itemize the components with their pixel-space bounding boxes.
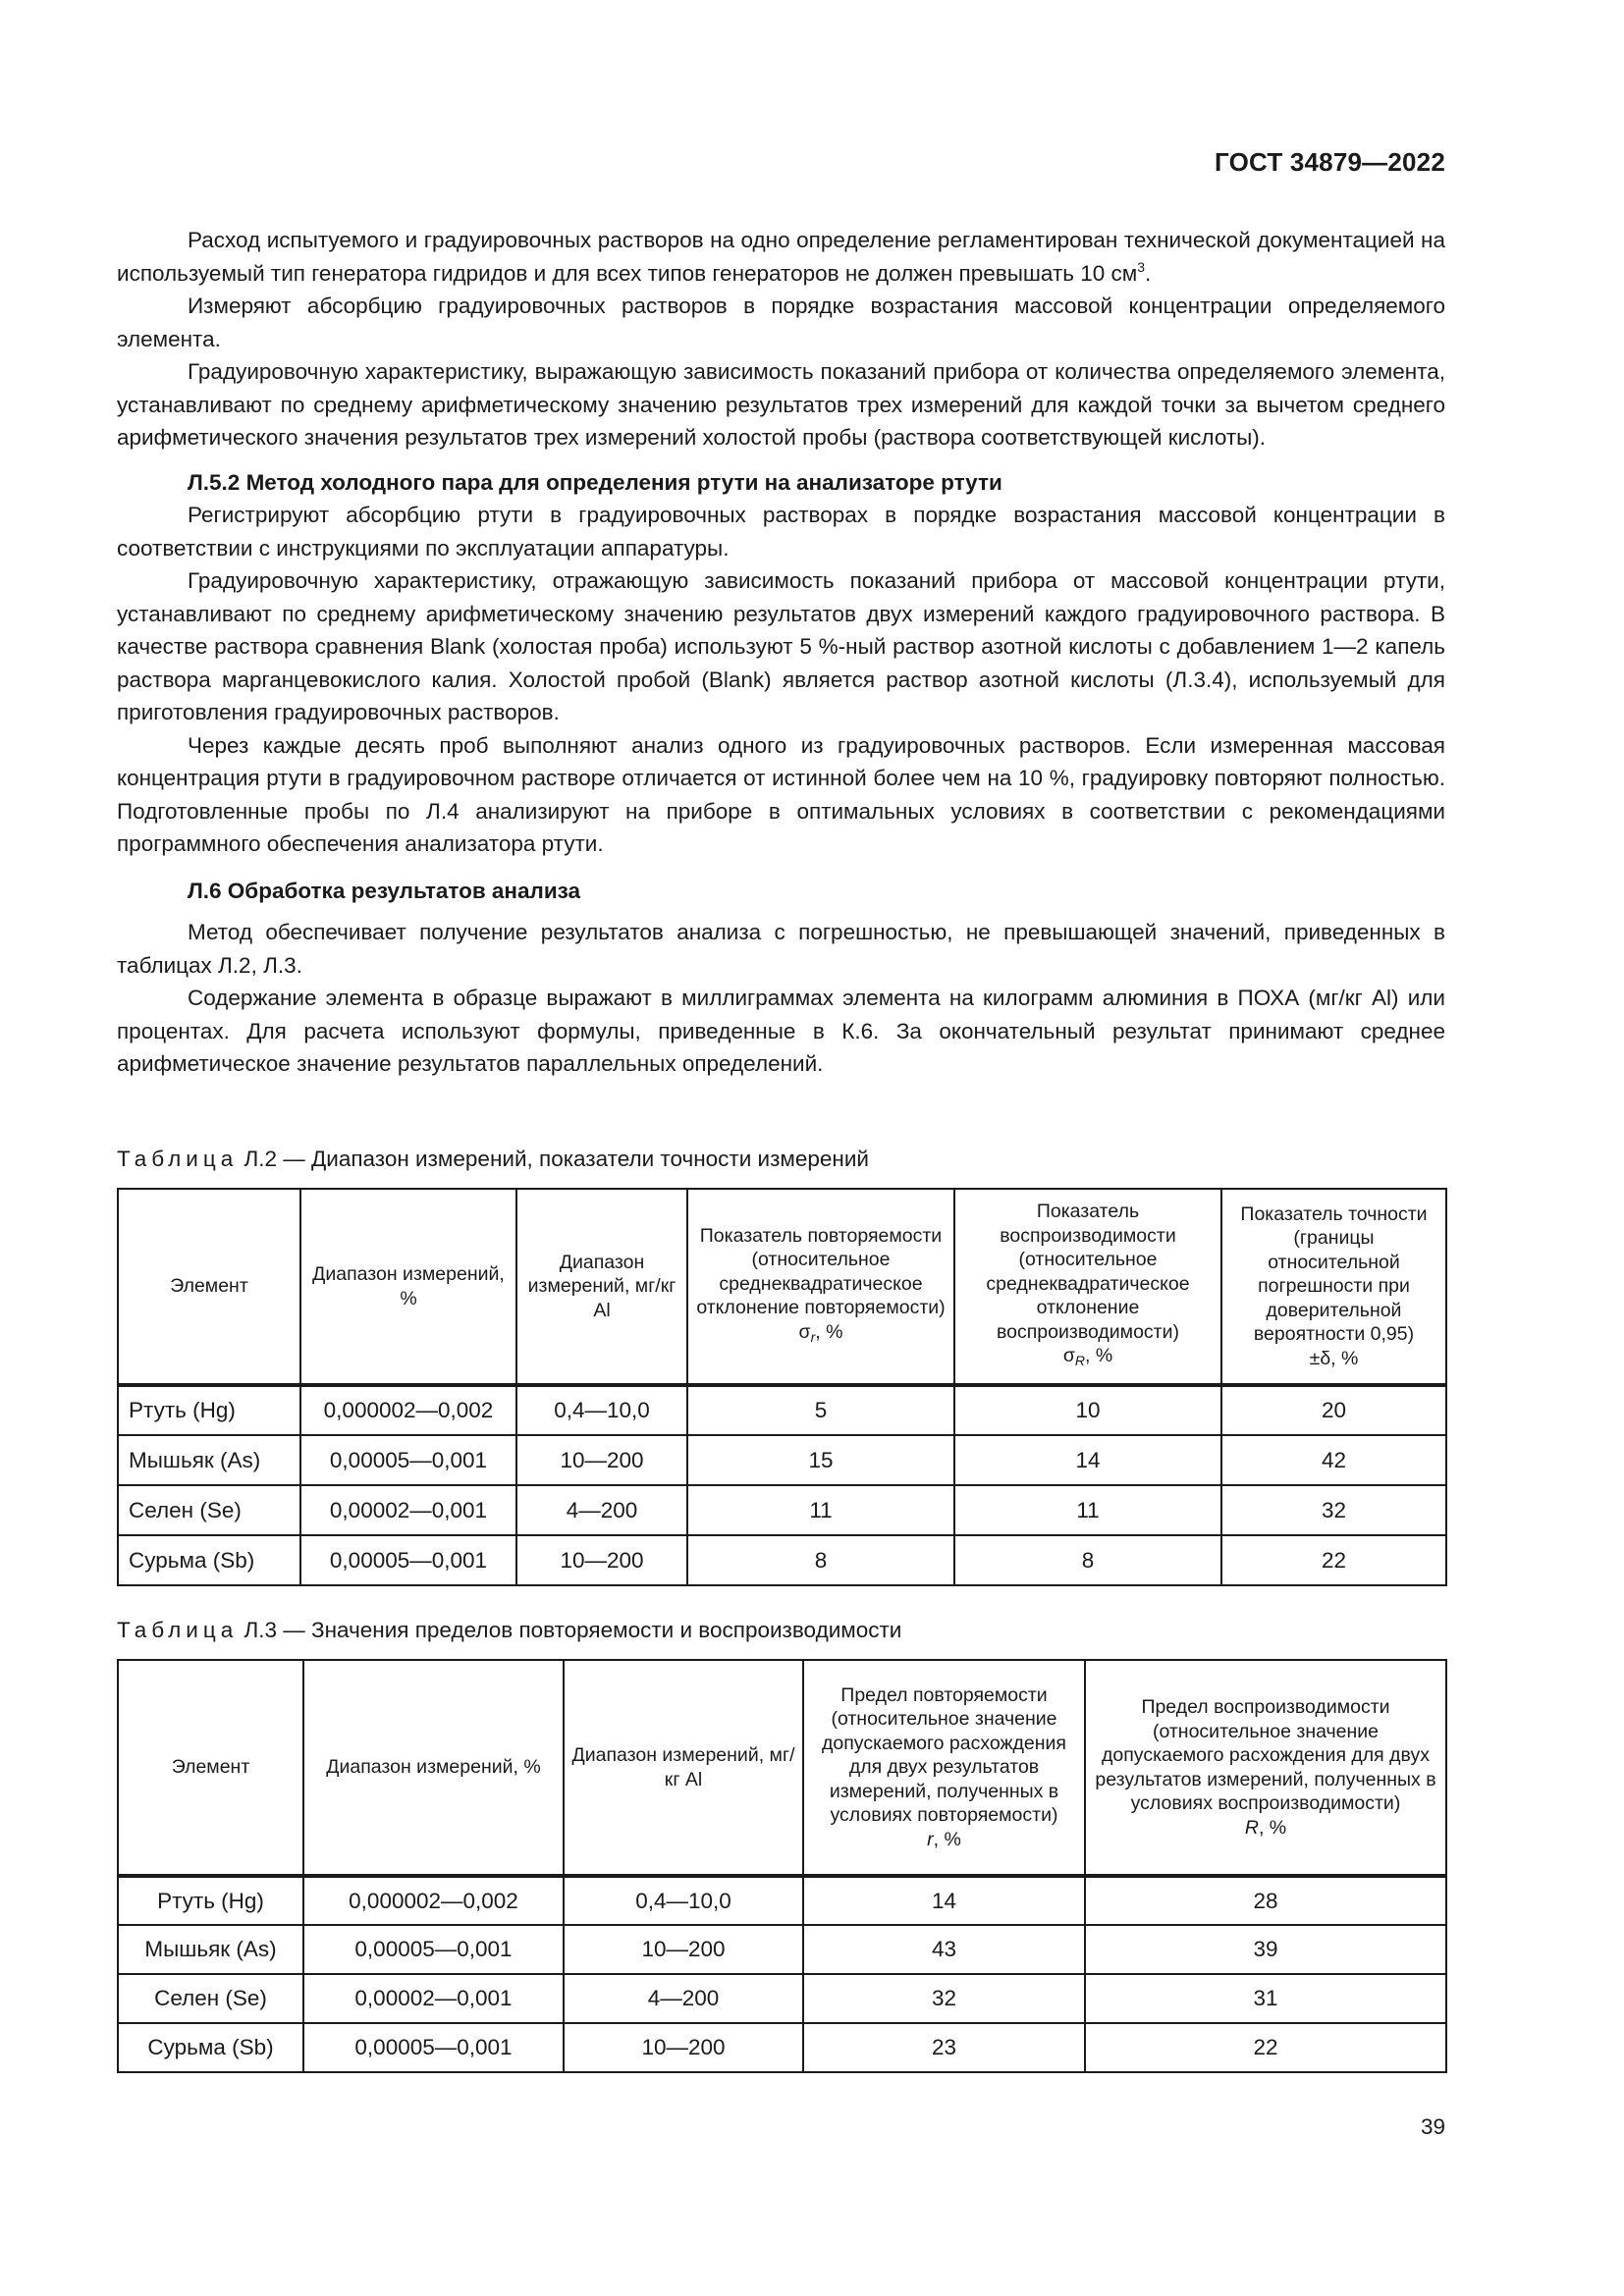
header-text: Показатель точности (границы относительной погрешности при доверительной вероятности 0,95) (1240, 1202, 1428, 1346)
symbol: σ (1062, 1345, 1075, 1367)
header-cell: Элемент (118, 1660, 303, 1876)
table-row (118, 1876, 1446, 1925)
table-cell: 39 (1085, 1925, 1446, 1974)
table-caption (117, 1147, 869, 1172)
table-caption (117, 1618, 901, 1643)
table-cell: Селен (Se) (118, 1485, 300, 1535)
table-cell: 15 (687, 1435, 954, 1485)
table-row (118, 1535, 1446, 1585)
table-cell: 43 (803, 1925, 1085, 1974)
table-cell: 0,00005—0,001 (300, 1435, 516, 1485)
table-cell: 22 (1221, 1535, 1446, 1585)
table-cell: Ртуть (Hg) (118, 1876, 303, 1925)
unit: , % (1084, 1345, 1113, 1367)
table-cell: 10 (954, 1385, 1221, 1435)
paragraph-text: . (1145, 260, 1152, 286)
section-heading: Л.6 Обработка результатов анализа (188, 878, 581, 903)
table-cell: 31 (1085, 1974, 1446, 2023)
unit: , % (1258, 1816, 1287, 1839)
table-cell: 42 (1221, 1435, 1446, 1485)
header-cell: Диапазон измерений, мг/кг Al (516, 1189, 687, 1385)
table-cell: 0,4—10,0 (516, 1385, 687, 1435)
header-text: Предел воспроизводимости (относительное значение допускаемого расхождения для двух результатов измерений, полученных в условиях воспроизводимости) (1095, 1696, 1436, 1814)
table-cell: 8 (687, 1535, 954, 1585)
unit: , % (815, 1320, 843, 1343)
table-cell: 0,00005—0,001 (303, 2023, 564, 2072)
caption-text: Л.3 — Значения пределов повторяемости и воспроизводимости (244, 1618, 902, 1642)
table-cell: Ртуть (Hg) (118, 1385, 300, 1435)
table-header-row (118, 1660, 1446, 1876)
paragraph: Метод обеспечивает получение результатов анализа с погрешностью, не превышающей значений, приведенных в таблицах Л.2, Л.3. (117, 920, 1445, 978)
paragraph: Через каждые десять проб выполняют анализ одного из градуировочных растворов. Если измеренная массовая концентрация ртути в градуировочном растворе отличается от истинной более чем на 10 %, градуировку повторяют полностью. Подготовленные пробы по Л.4 анализируют на приборе в оптимальных условиях в соответствии с рекомендациями программного обеспечения анализатора ртути. (117, 732, 1445, 856)
table-cell: 10—200 (516, 1435, 687, 1485)
table-cell: 11 (954, 1485, 1221, 1535)
table-cell: 0,4—10,0 (564, 1876, 803, 1925)
table-cell: 4—200 (564, 1974, 803, 2023)
table-cell: 0,000002—0,002 (303, 1876, 564, 1925)
header-text: Показатель повторяемости (относительное среднеквадратическое отклонение повторяемости) (696, 1224, 946, 1319)
unit: ±δ, % (1309, 1347, 1359, 1369)
table-cell: 23 (803, 2023, 1085, 2072)
unit: , % (933, 1828, 961, 1850)
table-cell: 10—200 (516, 1535, 687, 1585)
table-header-row (118, 1189, 1446, 1385)
table-cell: 14 (803, 1876, 1085, 1925)
paragraph: Регистрируют абсорбцию ртути в градуировочных растворах в порядке возрастания массовой концентрации в соответствии с инструкциями по эксплуатации аппаратуры. (117, 503, 1445, 561)
table-cell: 0,00005—0,001 (300, 1535, 516, 1585)
table-cell: Сурьма (Sb) (118, 2023, 303, 2072)
header-text: Показатель воспроизводимости (относительное среднеквадратическое отклонение воспроизводимости) (986, 1201, 1190, 1343)
table-row (118, 2023, 1446, 2072)
header-cell (1085, 1660, 1446, 1876)
table-cell: Мышьяк (As) (118, 1925, 303, 1974)
table-cell: 32 (1221, 1485, 1446, 1535)
body-text (117, 224, 1445, 1081)
limits-table (117, 1659, 1447, 2073)
table-cell: 0,00005—0,001 (303, 1925, 564, 1974)
table-cell: 20 (1221, 1385, 1446, 1435)
header-cell (687, 1189, 954, 1385)
header-cell: Диапазон измерений, % (300, 1189, 516, 1385)
table-cell: 5 (687, 1385, 954, 1435)
document-code: ГОСТ 34879—2022 (1215, 147, 1445, 177)
table-cell: 28 (1085, 1876, 1446, 1925)
document-page (117, 0, 1445, 2296)
symbol: σ (798, 1320, 811, 1343)
symbol: R (1244, 1816, 1259, 1839)
paragraph: Содержание элемента в образце выражают в миллиграммах элемента на килограмм алюминия в ПОХА (мг/кг Al) или процентах. Для расчета используют формулы, приведенные в К.6. За окончательный результат принимают среднее арифметическое значение результатов параллельных определений. (117, 986, 1445, 1076)
caption-label: Таблица (117, 1147, 239, 1171)
table-cell: Селен (Se) (118, 1974, 303, 2023)
table-cell: 14 (954, 1435, 1221, 1485)
paragraph (117, 224, 1445, 290)
header-cell: Диапазон измерений, % (303, 1660, 564, 1876)
subscript: R (1074, 1353, 1085, 1369)
subscript: r (810, 1328, 816, 1345)
paragraph: Измеряют абсорбцию градуировочных растворов в порядке возрастания массовой концентрации определяемого элемента. (117, 294, 1445, 351)
table-cell: 10—200 (564, 1925, 803, 1974)
header-cell: Элемент (118, 1189, 300, 1385)
table-row (118, 1974, 1446, 2023)
accuracy-table (117, 1188, 1447, 1586)
table-cell: Мышьяк (As) (118, 1435, 300, 1485)
paragraph: Градуировочную характеристику, отражающую зависимость показаний прибора от массовой концентрации ртути, устанавливают по среднему арифметическому значению результатов двух измерений каждого градуировочного раствора. В качестве раствора сравнения Blank (холостая проба) используют 5 %-ный раствор азотной кислоты с добавлением 1—2 капель раствора марганцевокислого калия. Холостой пробой (Blank) является раствор азотной кислоты (Л.3.4), используемый для приготовления градуировочных растворов. (117, 568, 1445, 724)
header-cell (803, 1660, 1085, 1876)
table-cell: 8 (954, 1535, 1221, 1585)
table-row (118, 1925, 1446, 1974)
section-heading: Л.5.2 Метод холодного пара для определения ртути на анализаторе ртути (188, 469, 1002, 495)
header-text: Предел повторяемости (относительное значение допускаемого расхождения для двух результатов измерений, полученных в условиях повторяемости) (822, 1683, 1066, 1827)
table-cell: 0,00002—0,001 (300, 1485, 516, 1535)
caption-text: Л.2 — Диапазон измерений, показатели точности измерений (244, 1147, 869, 1171)
caption-label: Таблица (117, 1618, 239, 1642)
header-cell (954, 1189, 1221, 1385)
table-cell: 0,00002—0,001 (303, 1974, 564, 2023)
table-cell: 32 (803, 1974, 1085, 2023)
table-cell: 4—200 (516, 1485, 687, 1535)
table-cell: Сурьма (Sb) (118, 1535, 300, 1585)
table-cell: 11 (687, 1485, 954, 1535)
table-cell: 0,000002—0,002 (300, 1385, 516, 1435)
symbol: r (927, 1828, 934, 1850)
table-row (118, 1435, 1446, 1485)
header-cell (1221, 1189, 1446, 1385)
paragraph: Градуировочную характеристику, выражающую зависимость показаний прибора от количества определяемого элемента, устанавливают по среднему арифметическому значению результатов трех измерений для каждой точки за вычетом среднего арифметического значения результатов трех измерений холостой пробы (раствора соответствующей кислоты). (117, 359, 1445, 450)
table-row (118, 1385, 1446, 1435)
page-number: 39 (1420, 2114, 1445, 2139)
superscript: 3 (1137, 258, 1146, 275)
header-cell: Диапазон измерений, мг/кг Al (564, 1660, 803, 1876)
table-cell: 10—200 (564, 2023, 803, 2072)
paragraph-text: Расход испытуемого и градуировочных растворов на одно определение регламентирован технической документацией на используемый тип генератора гидридов и для всех типов генераторов не должен превышать 10 см (117, 228, 1445, 286)
table-row (118, 1485, 1446, 1535)
table-cell: 22 (1085, 2023, 1446, 2072)
